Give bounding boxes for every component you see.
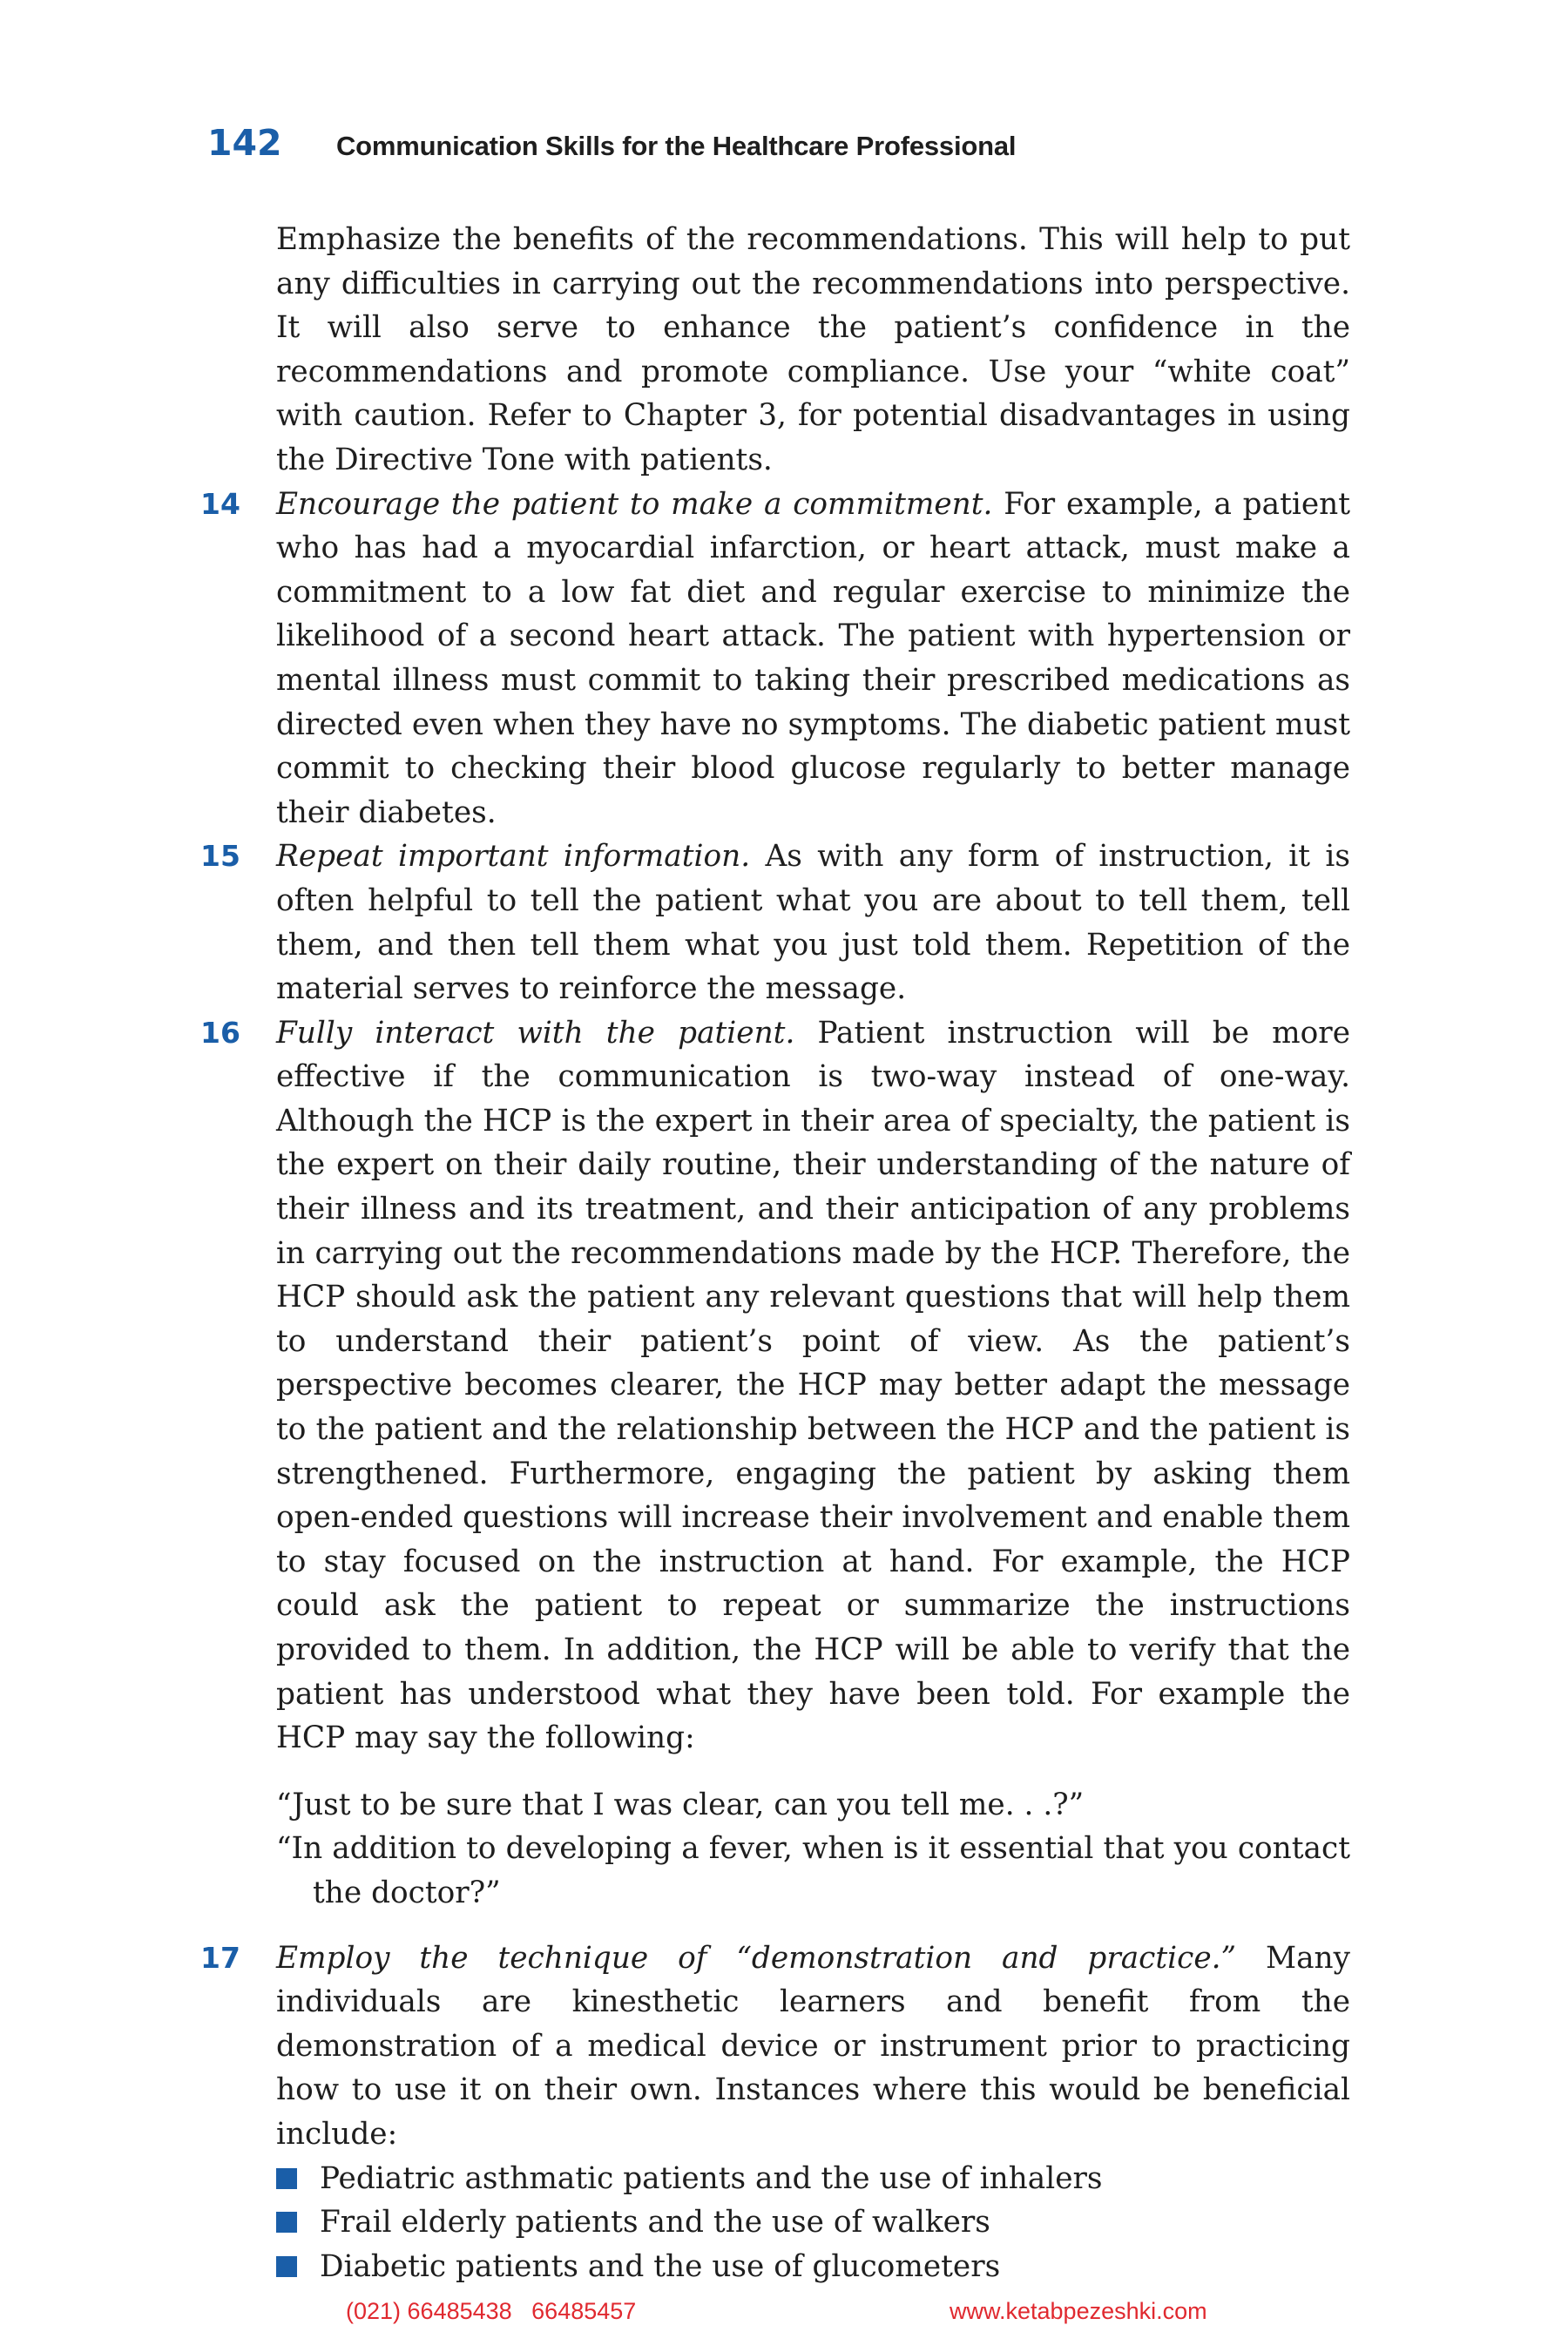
list-item-14 (200, 483, 1350, 835)
example-quotes (200, 1783, 1350, 1916)
item-number: 14 (200, 486, 240, 521)
item-text: As with any form of instruction, it is often helpful to tell the patient what you are about to tell them, tell them, and then tell them what you just told them. Repetition of the material serves to reinforce the message. (276, 839, 1350, 1007)
bullet-text: Pediatric asthmatic patients and the use of inhalers (320, 2160, 1103, 2196)
item-text: Many individuals are kinesthetic learners and benefit from the demonstration of a medical device or instrument prior to practicing how to use it on their own. Instances where this would be beneficial include: (276, 1940, 1350, 2152)
square-bullet-icon (276, 2168, 297, 2189)
bullet-item (276, 2245, 1350, 2289)
item-number: 16 (200, 1015, 240, 1050)
list-item-16 (200, 1011, 1350, 1761)
item-number: 15 (200, 839, 240, 874)
page-header (207, 122, 1427, 164)
page-body (200, 218, 1350, 2288)
bullet-item (276, 2200, 1350, 2245)
page-number: 142 (207, 122, 282, 164)
square-bullet-icon (276, 2256, 297, 2277)
item-lead: Repeat important information. (276, 839, 751, 875)
quote: “In addition to developing a fever, when is it essential that you contact the doctor?” (276, 1831, 1350, 1910)
item-text: Patient instruction will be more effective if the communication is two-way instead of one-way. Although the HCP is the expert in their area of specialty, the patient is the expert on their daily routine, their understanding of the nature of their illness and its treatment, and their anticipation of any problems in carrying out the recommendations made by the HCP. Therefore, the HCP should ask the patient any relevant questions that will help them to understand their patient’s point of view. As the patient’s perspective becomes clearer, the HCP may better adapt the message to the patient and the relationship between the HCP and the patient is strengthened. Furthermore, engaging the patient by asking them open-ended questions will increase their involvement and enable them to stay focused on the instruction at hand. For example, the HCP could ask the patient to repeat or summarize the instructions provided to them. In addition, the HCP will be able to verify that the patient has understood what they have been told. For example the HCP may say the following: (276, 1015, 1350, 1756)
list-item-15 (200, 835, 1350, 1010)
list-item-17 (200, 1936, 1350, 2157)
bullet-text: Frail elderly patients and the use of walkers (320, 2205, 990, 2240)
square-bullet-icon (276, 2212, 297, 2233)
bullet-list (200, 2157, 1350, 2289)
item-number: 17 (200, 1940, 240, 1975)
item-text: For example, a patient who has had a myocardial infarction, or heart attack, must make a commitment to a low fat diet and regular exercise to minimize the likelihood of a second heart attack. The patient with hypertension or mental illness must commit to taking their prescribed medications as directed even when they have no symptoms. The diabetic patient must commit to checking their blood glucose regularly to better manage their diabetes. (276, 486, 1350, 830)
item-lead: Encourage the patient to make a commitment. (276, 486, 993, 522)
running-title: Communication Skills for the Healthcare Professional (336, 131, 1017, 161)
bullet-text: Diabetic patients and the use of glucometers (320, 2248, 1001, 2284)
quote: “Just to be sure that I was clear, can you tell me. . .?” (276, 1787, 1085, 1822)
footer-phone: (021) 66485438 66485457 (346, 2298, 637, 2324)
footer-website-link[interactable]: www.ketabpezeshki.com (950, 2298, 1207, 2324)
bullet-item (276, 2157, 1350, 2201)
item-lead: Fully interact with the patient. (276, 1015, 795, 1051)
item-lead: Employ the technique of “demonstration and practice.” (276, 1940, 1237, 1976)
intro-paragraph: Emphasize the benefits of the recommendations. This will help to put any difficulties in carrying out the recommendations into perspective. It will also serve to enhance the patient’s confidence in the recommendations and promote compliance. Use your “white coat” with caution. Refer to Chapter 3, for potential disadvantages in using the Directive Tone with patients. (276, 222, 1350, 477)
